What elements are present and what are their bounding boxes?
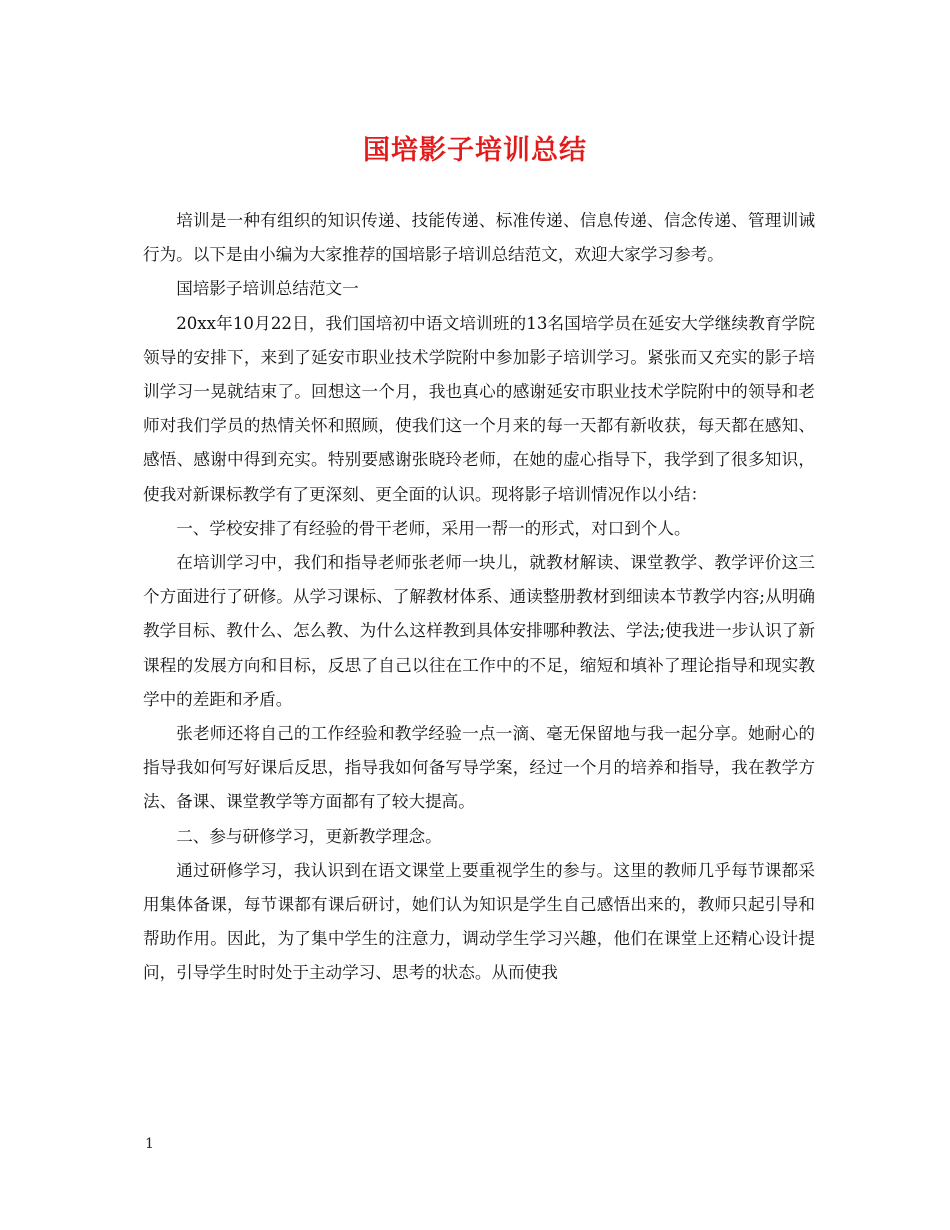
paragraph-study-detail: 在培训学习中，我们和指导老师张老师一块儿，就教材解读、课堂教学、教学评价这三个方面进行了研修。从学习课标、了解教材体系、通读整册教材到细读本节教学内容;从明确教学目标、教什么、怎么教、为什么这样教到具体安排哪种教法、学法;使我进一步认识了新课程的发展方向和目标，反思了自己以往在工作中的不足，缩短和填补了理论指导和现实教学中的差距和矛盾。 (143, 553, 815, 709)
paragraph-point-one: 一、学校安排了有经验的骨干老师，采用一帮一的形式，对口到个人。 (176, 518, 691, 538)
paragraph-mentor-sharing: 张老师还将自己的工作经验和教学经验一点一滴、毫无保留地与我一起分享。她耐心的指导我如何写好课后反思，指导我如何备写导学案，经过一个月的培养和指导，我在教学方法、备课、课堂教学等方面都有了较大提高。 (143, 724, 815, 812)
document-title: 国培影子培训总结 (363, 135, 587, 166)
paragraph-point-two: 二、参与研修学习，更新教学理念。 (176, 826, 442, 846)
paragraph-intro: 培训是一种有组织的知识传递、技能传递、标准传递、信息传递、信念传递、管理训诫行为。以下是由小编为大家推荐的国培影子培训总结范文，欢迎大家学习参考。 (143, 211, 815, 265)
document-body (143, 204, 815, 991)
paragraph-section-heading: 国培影子培训总结范文一 (176, 279, 359, 299)
paragraph-research-study: 通过研修学习，我认识到在语文课堂上要重视学生的参与。这里的教师几乎每节课都采用集体备课，每节课都有课后研讨，她们认为知识是学生自己感悟出来的，教师只起引导和帮助作用。因此，为了集中学生的注意力，调动学生学习兴趣，他们在课堂上还精心设计提问，引导学生时时处于主动学习、思考的状态。从而使我 (143, 860, 815, 983)
page-number: 1 (145, 1136, 154, 1152)
paragraph-background: 20xx年10月22日，我们国培初中语文培训班的13名国培学员在延安大学继续教育学院领导的安排下，来到了延安市职业技术学院附中参加影子培训学习。紧张而又充实的影子培训学习一晃就结束了。回想这一个月，我也真心的感谢延安市职业技术学院附中的领导和老师对我们学员的热情关怀和照顾，使我们这一个月来的每一天都有新收获，每天都在感知、感悟、感谢中得到充实。特别要感谢张晓玲老师，在她的虚心指导下，我学到了很多知识，使我对新课标教学有了更深刻、更全面的认识。现将影子培训情况作以小结： (143, 313, 815, 504)
